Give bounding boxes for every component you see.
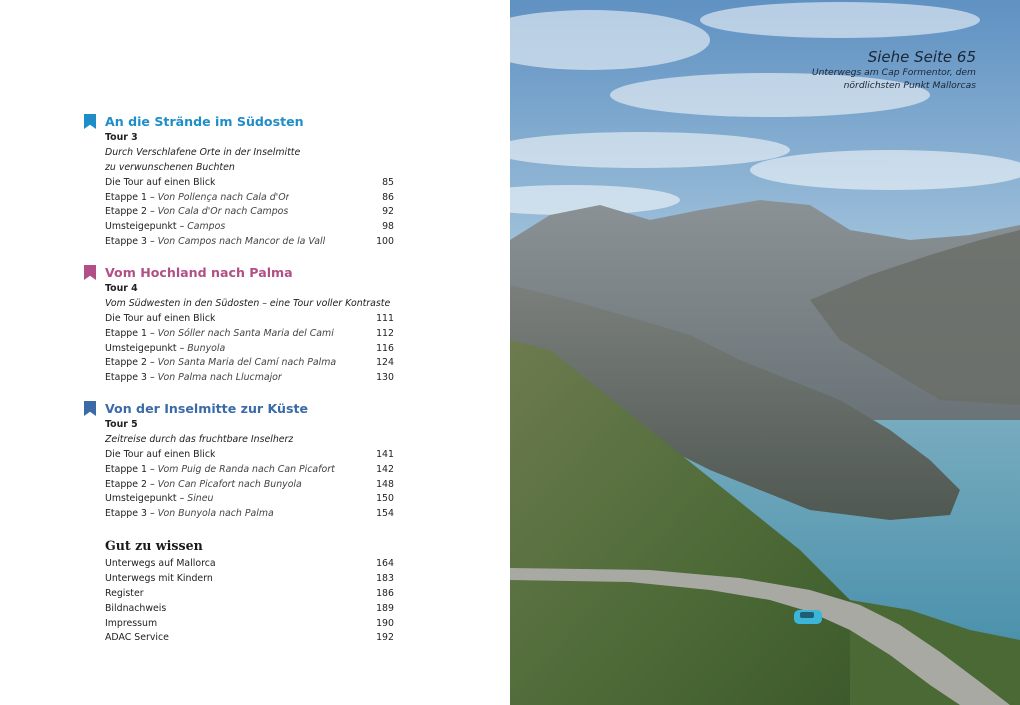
caption-title[interactable]: Siehe Seite 65: [867, 48, 976, 66]
page-number: 154: [376, 508, 394, 520]
tour-description: Vom Südwesten in den Südosten – eine Tour voller Kontraste: [105, 297, 391, 309]
toc-entry[interactable]: Die Tour auf einen Blick 85: [105, 176, 394, 191]
toc-entry[interactable]: ADAC Service 192: [105, 631, 394, 646]
toc-section-tour-5: [84, 399, 394, 522]
page-number: 164: [376, 558, 394, 569]
page-number: 100: [376, 236, 394, 248]
tour-number: Tour 5: [105, 419, 138, 430]
toc-entry[interactable]: Unterwegs mit Kindern 183: [105, 572, 394, 587]
photo-caption: [812, 48, 976, 93]
page-number: 186: [376, 587, 394, 599]
toc-entry[interactable]: Etappe 3 – Von Bunyola nach Palma 154: [105, 507, 394, 522]
page-number: 142: [376, 463, 394, 475]
section-title[interactable]: Von der Inselmitte zur Küste: [105, 401, 309, 416]
toc-entry[interactable]: Etappe 2 – Von Cala d'Or nach Campos 92: [105, 205, 394, 220]
page-number: 116: [376, 342, 394, 354]
page-number: 86: [382, 191, 394, 203]
cap-formentor-photo: [510, 0, 1020, 705]
toc-entry[interactable]: Die Tour auf einen Blick 111: [105, 312, 394, 327]
tour-description: Zeitreise durch das fruchtbare Inselherz: [105, 433, 294, 445]
toc-entry[interactable]: Etappe 3 – Von Campos nach Mancor de la Vall 100: [105, 235, 394, 250]
caption-text: nördlichsten Punkt Mallorcas: [843, 79, 976, 91]
tour-description: zu verwunschenen Buchten: [105, 161, 235, 173]
toc-entry[interactable]: Etappe 1 – Von Sóller nach Santa Maria del Camí 112: [105, 327, 394, 342]
page-number: 112: [376, 327, 394, 339]
toc-entry[interactable]: Umsteigepunkt – Sineu 150: [105, 492, 394, 507]
tour-number: Tour 3: [105, 132, 138, 143]
toc-entry[interactable]: Unterwegs auf Mallorca 164: [105, 557, 394, 572]
page-number: 85: [382, 176, 394, 188]
page-number: 183: [376, 572, 394, 584]
toc-section-tour-4: [84, 263, 394, 386]
page-number: 148: [376, 478, 394, 490]
page-number: 192: [376, 632, 394, 644]
toc-entry[interactable]: Umsteigepunkt – Campos 98: [105, 220, 394, 235]
tour-description: Durch Verschlafene Orte in der Inselmitte: [105, 146, 301, 158]
page-number: 92: [382, 206, 394, 218]
toc-entry[interactable]: Umsteigepunkt – Bunyola 116: [105, 342, 394, 357]
page-number: 111: [376, 312, 394, 324]
car: [794, 610, 822, 624]
page-number: 130: [376, 372, 394, 384]
section-title[interactable]: Vom Hochland nach Palma: [105, 265, 293, 280]
toc-section-gut-zu-wissen: [84, 536, 394, 646]
landscape-photo: [510, 0, 1020, 705]
section-title[interactable]: Gut zu wissen: [105, 538, 203, 553]
caption-text: Unterwegs am Cap Formentor, dem: [811, 67, 976, 78]
page-number: 124: [376, 357, 394, 369]
page-number: 98: [382, 221, 394, 233]
toc-entry[interactable]: Etappe 1 – Von Pollença nach Cala d'Or 86: [105, 191, 394, 206]
bookmark-icon: [84, 114, 96, 129]
bookmark-icon: [84, 401, 96, 416]
toc-entry[interactable]: Etappe 3 – Von Palma nach Llucmajor 130: [105, 371, 394, 386]
section-title[interactable]: An die Strände im Südosten: [105, 114, 304, 129]
toc-entry[interactable]: Register 186: [105, 587, 394, 602]
page-number: 190: [376, 617, 394, 629]
tour-number: Tour 4: [105, 283, 138, 294]
toc-entry[interactable]: Etappe 2 – Von Can Picafort nach Bunyola 148: [105, 478, 394, 493]
toc-entry[interactable]: Bildnachweis 189: [105, 602, 394, 617]
toc-entry[interactable]: Etappe 2 – Von Santa Maria del Camí nach Palma 124: [105, 356, 394, 371]
toc-section-tour-3: [84, 112, 394, 250]
page-number: 141: [376, 448, 394, 460]
bookmark-icon: [84, 265, 96, 280]
page-number: 150: [376, 493, 394, 505]
toc-entry[interactable]: Impressum 190: [105, 617, 394, 632]
toc-entry[interactable]: Etappe 1 – Vom Puig de Randa nach Can Picafort 142: [105, 463, 394, 478]
toc-entry[interactable]: Die Tour auf einen Blick 141: [105, 448, 394, 463]
page-number: 189: [376, 602, 394, 614]
